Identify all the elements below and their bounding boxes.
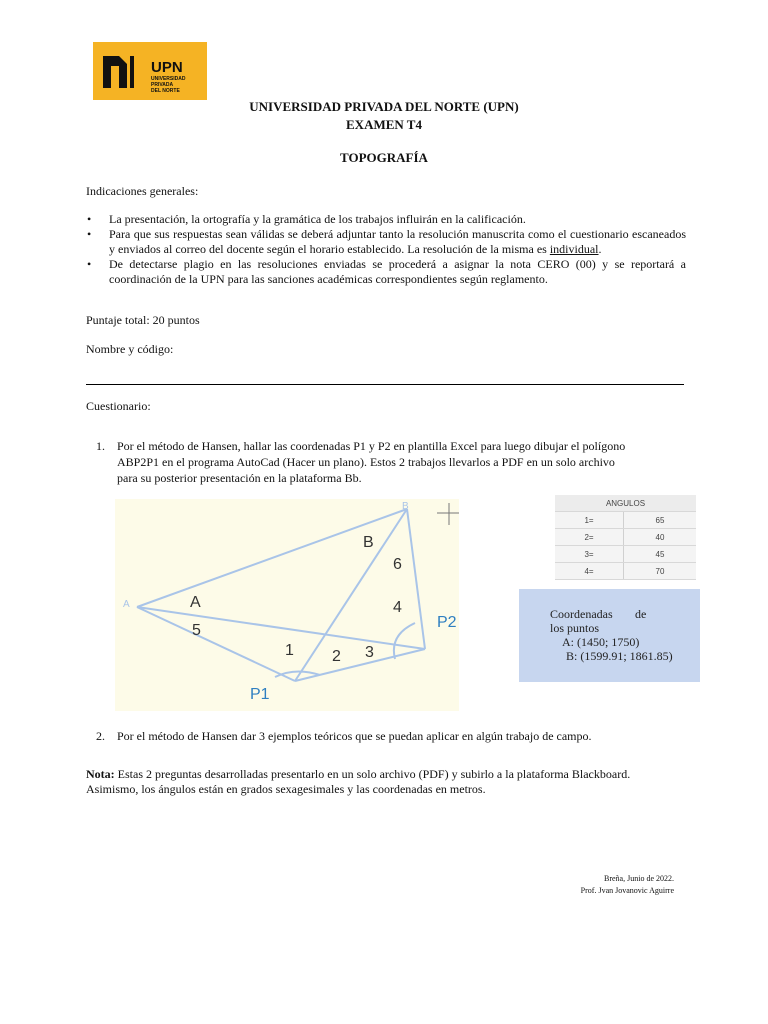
total-score: Puntaje total: 20 puntos — [86, 313, 200, 327]
hansen-figure — [115, 499, 459, 711]
indications-title: Indicaciones generales: — [86, 184, 199, 198]
label-b: B — [363, 534, 374, 551]
footer-place-date: Breña, Junio de 2022. — [604, 874, 674, 883]
coordinates-title-3: los puntos — [550, 621, 600, 635]
label-3: 3 — [365, 644, 374, 661]
point-a-marker: A — [123, 599, 130, 610]
table-row — [555, 563, 696, 580]
label-5: 5 — [192, 622, 201, 639]
label-6: 6 — [393, 556, 402, 573]
indication-text-2: Para que sus respuestas sean válidas se deberá adjuntar tanto la resolución manuscrita como el cuestionario escaneados y enviados al correo del docente según el horario establecido. La resolución de la misma es — [109, 227, 686, 256]
note-line-1 — [86, 767, 706, 782]
indication-item — [86, 227, 686, 257]
footer-professor: Prof. Jvan Jovanovic Aguirre — [580, 886, 674, 895]
question-1-line-3: para su posterior presentación en la plataforma Bb. — [117, 471, 362, 485]
line-b-p1 — [295, 509, 407, 681]
indication-item — [86, 212, 686, 227]
line-b-p2 — [407, 509, 425, 649]
angles-table — [555, 495, 696, 580]
coordinates-title-1: Coordenadas — [550, 607, 613, 621]
logo-subtext-2: PRIVADA — [151, 82, 174, 88]
question-2-line-1: Por el método de Hansen dar 3 ejemplos teóricos que se puedan aplicar en algún trabajo de campo. — [117, 729, 592, 743]
indication-text-3: De detectarse plagio en las resoluciones enviadas se procederá a asignar la nota CERO (00) y se reportará a coordinación de la UPN para las sanciones académicas correspondientes según reglamento. — [109, 257, 686, 286]
table-row — [555, 512, 696, 529]
angle-label: 1= — [555, 512, 624, 529]
angle-value: 65 — [624, 512, 697, 529]
indication-text-1: La presentación, la ortografía y la gramática de los trabajos influirán en la calificación. — [109, 212, 526, 226]
logo-text: UPN — [151, 59, 183, 76]
note-label: Nota: — [86, 767, 115, 781]
question-1-line-2: ABP2P1 en el programa AutoCad (Hacer un plano). Estos 2 trabajos llevarlos a PDF en un solo archivo — [117, 455, 615, 469]
note-line-2: Asimismo, los ángulos están en grados sexagesimales y las coordenadas en metros. — [86, 782, 486, 796]
indication-item — [86, 257, 686, 287]
angle-value: 70 — [624, 563, 697, 580]
label-p2: P2 — [437, 614, 457, 631]
table-row — [555, 546, 696, 563]
angle-label: 2= — [555, 529, 624, 546]
angle-label: 4= — [555, 563, 624, 580]
questionnaire-label: Cuestionario: — [86, 399, 151, 413]
angle-value: 45 — [624, 546, 697, 563]
underlined-individual: individual — [549, 242, 599, 256]
upn-logo — [93, 42, 207, 100]
point-b-marker: B — [402, 501, 409, 512]
line-p1-p2 — [295, 649, 425, 681]
logo-subtext-1: UNIVERSIDAD — [151, 76, 186, 82]
coordinates-box — [519, 589, 700, 682]
exam-title: EXAMEN T4 — [346, 117, 422, 132]
upn-logo-mark — [93, 42, 207, 100]
question-2-number: 2. — [96, 729, 105, 743]
university-title: UNIVERSIDAD PRIVADA DEL NORTE (UPN) — [249, 99, 519, 114]
label-4: 4 — [393, 599, 402, 616]
coordinate-b: B: (1599.91; 1861.85) — [566, 649, 673, 663]
label-a: A — [190, 594, 201, 611]
angle-value: 40 — [624, 529, 697, 546]
coordinates-title-2: de — [635, 607, 647, 621]
question-1-number: 1. — [96, 439, 105, 453]
note-text-1: Estas 2 preguntas desarrolladas presentarlo en un solo archivo (PDF) y subirlo a la plataforma Blackboard. — [114, 767, 631, 781]
hansen-diagram — [115, 499, 459, 711]
label-1: 1 — [285, 642, 294, 659]
indication-period: . — [598, 242, 602, 256]
name-code-label: Nombre y código: — [86, 342, 174, 356]
question-1-line-1: Por el método de Hansen, hallar las coordenadas P1 y P2 en plantilla Excel para luego dibujar el polígono — [117, 439, 626, 453]
name-line — [86, 384, 684, 385]
table-row — [555, 529, 696, 546]
indications-list — [86, 212, 686, 287]
coordinate-a: A: (1450; 1750) — [562, 635, 640, 649]
label-2: 2 — [332, 648, 341, 665]
course-title: TOPOGRAFÍA — [340, 150, 428, 165]
angles-table-header: ANGULOS — [555, 495, 696, 512]
logo-subtext-3: DEL NORTE — [151, 88, 180, 94]
line-a-b — [137, 509, 407, 607]
angle-label: 3= — [555, 546, 624, 563]
label-p1: P1 — [250, 686, 270, 703]
